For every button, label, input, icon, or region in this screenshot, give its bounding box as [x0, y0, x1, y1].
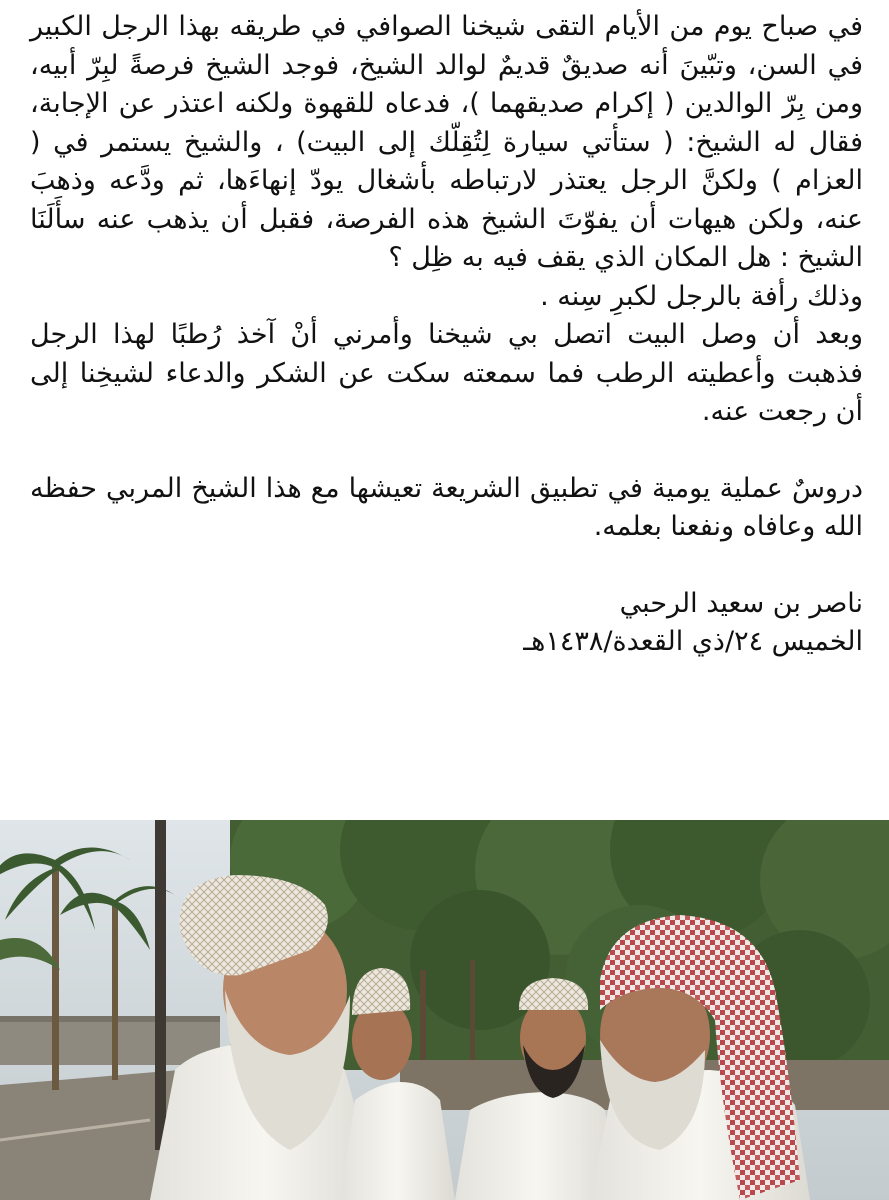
utility-pole	[155, 820, 166, 1150]
group-photo[interactable]	[0, 820, 889, 1200]
post-date: الخميس ٢٤/ذي القعدة/١٤٣٨هـ	[523, 626, 863, 657]
story-paragraph: في صباح يوم من الأيام التقى شيخنا الصوافي في طريقه بهذا الرجل الكبير في السن، وتبّينَ أنه صديقٌ قديمٌ لوالد الشيخ، فوجد الشيخ فرصةً لبِرّ أبيه، ومن بِرّ الوالدين ( إكرام صديقهما )، فدعاه للقهوة ولكنه اعتذر عن الإجابة، فقال له الشيخ: ( ستأتي سيارة لِتُقِلّك إلى البيت) ، والشيخ يستمر في ( العزام ) ولكنَّ الرجل يعتذر لارتباطه بأشغال يودّ إنهاءَها، ثم ودَّعه وذهبَ عنه، ولكن هيهات أن يفوّتَ الشيخ هذه الفرصة، فقبل أن يذهب عنه سأَلَنَا الشيخ : هل المكان الذي يقف فيه به ظِل ؟	[30, 11, 863, 273]
paragraph-gap	[30, 547, 863, 585]
story-paragraph: وذلك رأفة بالرجل لكبرِ سِنه .	[540, 280, 863, 312]
lessons-paragraph: دروسٌ عملية يومية في تطبيق الشريعة تعيشها مع هذا الشيخ المربي حفظه الله وعافاه ونفعنا بعلمه.	[30, 472, 863, 542]
paragraph-gap	[30, 432, 863, 470]
story-paragraph: وبعد أن وصل البيت اتصل بي شيخنا وأمرني أنْ آخذ رُطبًا لهذا الرجل فذهبت وأعطيته الرطب فما سمعته سكت عن الشكر والدعاء لشيخِنا إلى أن رجعت عنه.	[30, 319, 863, 427]
post-text	[30, 8, 863, 662]
author-name: ناصر بن سعيد الرحبي	[619, 587, 863, 619]
wall	[0, 1020, 220, 1065]
